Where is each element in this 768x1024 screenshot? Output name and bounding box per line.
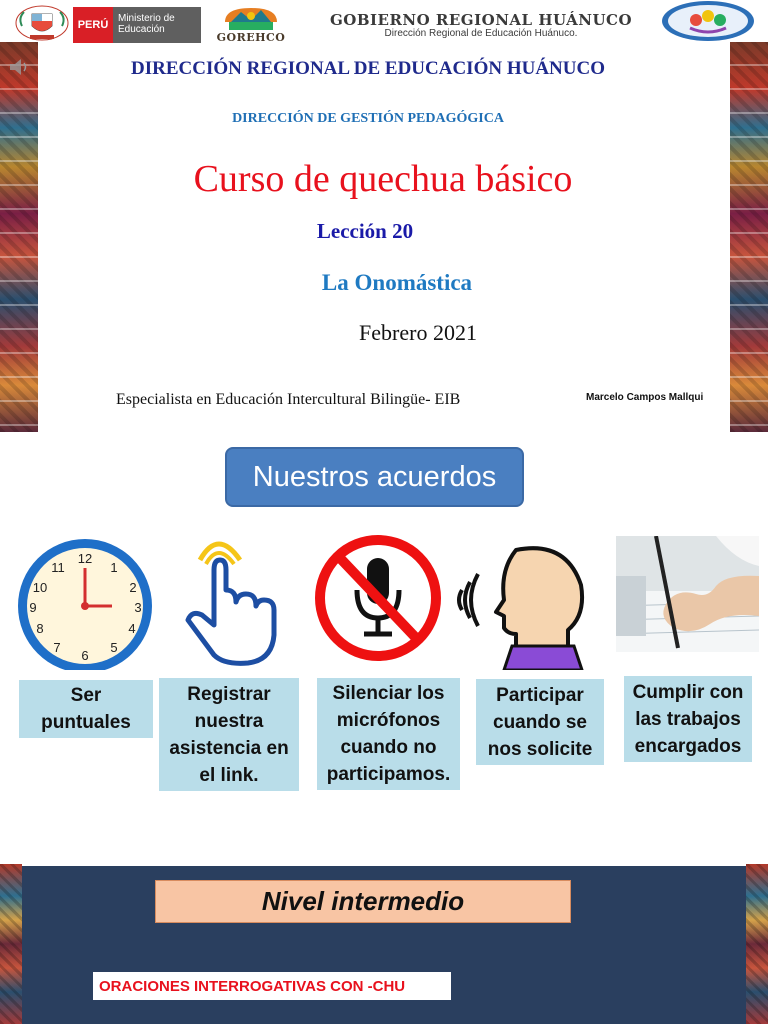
agreement-text: Cumplir con las trabajos encargados — [632, 681, 744, 757]
dre-huanuco-seal-icon — [660, 0, 756, 42]
section-title: ORACIONES INTERROGATIVAS CON -CHU — [93, 972, 451, 1000]
gorehco-emblem-icon — [203, 4, 299, 32]
pointing-hand-icon — [178, 530, 282, 670]
agreement-card-3 — [317, 678, 460, 790]
svg-text:9: 9 — [29, 600, 37, 615]
agreement-text: Registrar nuestra asistencia en el link. — [169, 683, 289, 786]
agreement-text: Ser puntuales — [41, 685, 131, 733]
direccion-gestion-subtitle: DIRECCIÓN DE GESTIÓN PEDAGÓGICA — [232, 111, 504, 126]
gobierno-regional-header — [306, 11, 656, 39]
textile-border-right — [730, 42, 768, 432]
svg-text:10: 10 — [32, 580, 48, 595]
agreement-text: Participar cuando se nos solicite — [487, 684, 593, 760]
svg-text:5: 5 — [110, 640, 118, 655]
agreement-card-4 — [476, 679, 604, 765]
minedu-name: Ministerio de Educación — [113, 7, 201, 43]
direccion-regional-title: DIRECCIÓN REGIONAL DE EDUCACIÓN HUÁNUCO — [131, 58, 605, 79]
lesson-date: Febrero 2021 — [359, 320, 477, 345]
speaking-head-icon — [456, 530, 590, 670]
course-title: Curso de quechua básico — [193, 158, 573, 200]
svg-text:8: 8 — [36, 621, 44, 636]
svg-text:2: 2 — [129, 580, 137, 595]
logo-bar — [0, 0, 768, 44]
gorehco-label: GOREHCO — [216, 31, 286, 44]
level-title: Nivel intermedio — [155, 880, 571, 923]
author-name: Marcelo Campos Mallqui — [586, 392, 704, 403]
svg-text:6: 6 — [81, 648, 89, 663]
agreement-card-5 — [624, 676, 752, 762]
specialist-role: Especialista en Educación Intercultural Bilingüe- EIB — [116, 391, 461, 408]
gobierno-subtitle: Dirección Regional de Educación Huánuco. — [384, 28, 578, 39]
muted-microphone-icon — [312, 530, 444, 670]
lesson-topic: La Onomástica — [321, 270, 473, 295]
svg-text:1: 1 — [110, 560, 118, 575]
agreements-slide — [0, 432, 768, 864]
svg-text:12: 12 — [77, 551, 93, 566]
agreement-card-2 — [159, 678, 299, 791]
title-slide — [0, 0, 768, 432]
peru-coat-of-arms-icon — [14, 4, 70, 42]
svg-text:11: 11 — [51, 560, 65, 575]
svg-text:7: 7 — [53, 640, 61, 655]
clock-icon — [14, 530, 156, 670]
agreement-text: Silenciar los micrófonos cuando no participamos. — [326, 683, 451, 785]
lesson-number: Lección 20 — [316, 219, 414, 243]
textile-border-left — [0, 864, 22, 1024]
minedu-logo — [73, 7, 201, 43]
svg-text:4: 4 — [128, 621, 136, 636]
svg-text:3: 3 — [134, 600, 142, 615]
agreements-heading: Nuestros acuerdos — [225, 447, 524, 507]
minedu-country: PERÚ — [73, 7, 113, 43]
intermediate-level-slide — [0, 864, 768, 1024]
gobierno-title: GOBIERNO REGIONAL HUÁNUCO — [329, 11, 633, 29]
writing-hand-icon — [616, 536, 759, 652]
gorehco-logo — [203, 4, 299, 44]
agreement-card-1 — [19, 680, 153, 738]
textile-border-right — [746, 864, 768, 1024]
